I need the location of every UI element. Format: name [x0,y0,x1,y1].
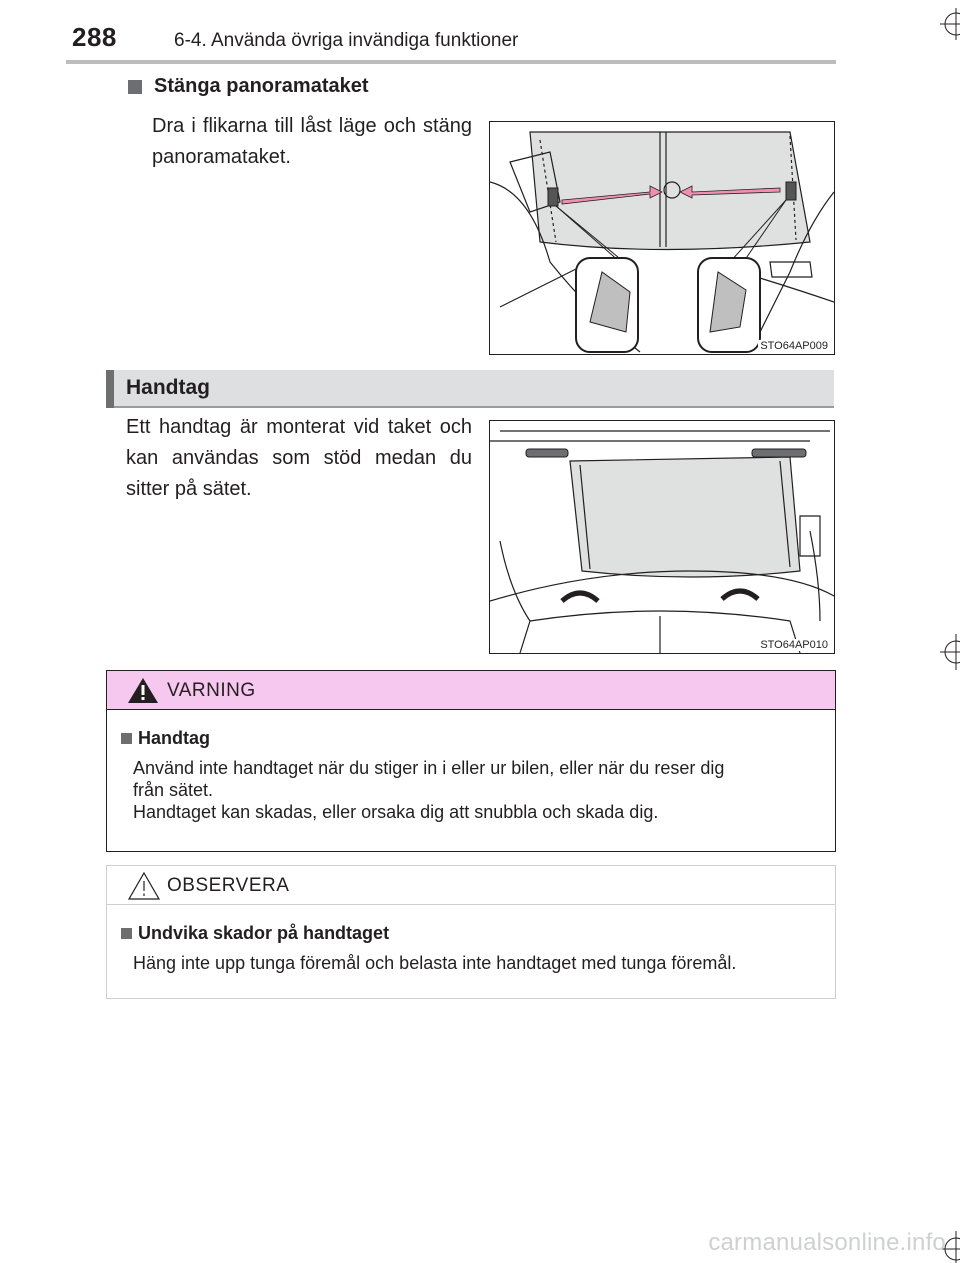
warning-label: VARNING [167,680,256,701]
figure-code: STO64AP010 [760,639,828,651]
warning-triangle-icon [127,676,159,704]
warning-item-title [121,728,821,749]
warning-item-title-text: Handtag [138,728,210,748]
square-bullet-icon [121,733,132,744]
caution-label: OBSERVERA [167,875,290,896]
panorama-roof-illustration [490,122,834,354]
watermark: carmanualsonline.info [708,1229,946,1256]
caution-triangle-icon [127,871,161,901]
page-number: 288 [72,22,117,52]
section-header-bar [106,370,834,408]
section-title: Handtag [126,376,210,399]
registration-mark-top-right [936,6,960,42]
header-rule [66,60,836,64]
caution-body [107,905,835,994]
warning-header [107,671,835,710]
caution-item-title [121,923,821,944]
warning-body [107,710,835,843]
caution-item-title-text: Undvika skador på handtaget [138,923,390,943]
roof-handles-illustration [490,421,834,653]
handle-description: Ett handtag är monterat vid taket och kan användas som stöd medan du sitter på sätet. [126,416,472,500]
warning-text-line: från sätet. [133,780,214,800]
close-roof-instruction: Dra i flikarna till låst läge och stäng panoramataket. [152,115,472,168]
figure-code: STO64AP009 [760,340,828,352]
caution-text-line: Häng inte upp tunga föremål och belasta inte handtaget med tunga föremål. [133,953,737,973]
figure-panorama-roof-tabs [489,121,835,355]
running-head: 6-4. Använda övriga invändiga funktioner [174,30,519,51]
square-bullet-icon [128,80,142,94]
warning-text-line: Använd inte handtaget när du stiger in i eller ur bilen, eller när du reser dig [133,758,725,778]
subsection-heading-text: Stänga panoramataket [154,75,369,97]
caution-header [107,866,835,905]
caution-box [106,865,836,999]
registration-mark-right [936,632,960,672]
figure-roof-handles [489,420,835,654]
warning-text-line: Handtaget kan skadas, eller orsaka dig att snubbla och skada dig. [133,802,659,822]
subsection-heading [128,75,369,98]
square-bullet-icon [121,928,132,939]
section-accent [106,370,114,408]
warning-box [106,670,836,852]
